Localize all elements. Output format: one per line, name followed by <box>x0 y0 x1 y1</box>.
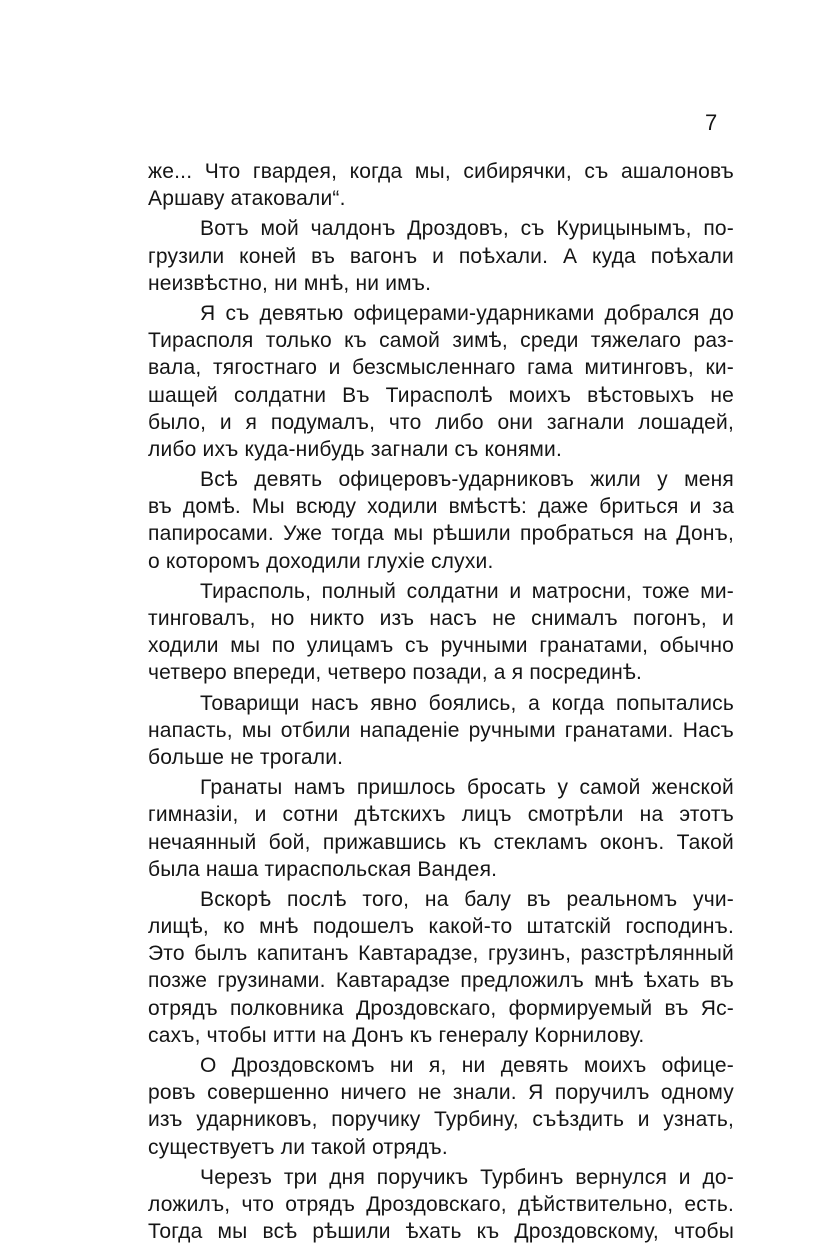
paragraph <box>148 215 734 297</box>
text-line: о которомъ доходили глухіе слухи. <box>148 549 494 573</box>
text-line: сахъ, чтобы итти на Донъ къ генералу Корнилову. <box>148 1023 645 1047</box>
text-line: гимназіи, и сотни дѣтскихъ лицъ смотрѣли на этотъ <box>148 803 734 827</box>
text-line: позже грузинами. Кавтарадзе предложилъ мнѣ ѣхать въ <box>148 969 734 993</box>
text-line: Черезъ три дня поручикъ Турбинъ вернулся и до- <box>200 1165 734 1189</box>
text-line: была наша тираспольская Вандея. <box>148 857 498 881</box>
text-line: либо ихъ куда-нибудь загнали съ конями. <box>148 437 562 461</box>
text-line: грузили коней въ вагонъ и поѣхали. А куда поѣхали <box>148 244 734 268</box>
text-line: Я съ девятью офицерами-ударниками добрался до <box>200 301 734 325</box>
text-line: изъ ударниковъ, поручику Турбину, съѣздить и узнать, <box>148 1108 734 1132</box>
text-line: больше не трогали. <box>148 745 344 769</box>
body-text <box>148 158 734 1245</box>
text-line: же... Что гвардея, когда мы, сибирячки, съ ашалоновъ <box>148 160 734 183</box>
text-line: ложилъ, что отрядъ Дроздовскаго, дѣйствительно, есть. <box>148 1192 734 1216</box>
text-line: Всѣ девять офицеровъ-ударниковъ жили у меня <box>200 468 734 492</box>
text-line: отрядъ полковника Дроздовскаго, формируемый въ Яс- <box>148 996 734 1020</box>
paragraph <box>148 578 734 687</box>
text-line: Тирасполь, полный солдатни и матросни, тоже ми- <box>200 579 734 603</box>
text-line: существуетъ ли такой отрядъ. <box>148 1135 448 1159</box>
text-line: Это былъ капитанъ Кавтарадзе, грузинъ, разстрѣлянный <box>148 942 734 966</box>
text-line: тинговалъ, но никто изъ насъ не снималъ погонъ, и <box>148 607 734 630</box>
paragraph <box>148 1164 734 1245</box>
paragraph <box>148 158 734 212</box>
text-line: шащей солдатни Въ Тирасполѣ моихъ вѣстовыхъ не <box>148 383 734 407</box>
text-line: лищѣ, ко мнѣ подошелъ какой-то штатскій господинъ. <box>148 915 734 939</box>
paragraph <box>148 1052 734 1161</box>
text-line: напасть, мы отбили нападеніе ручными гранатами. Насъ <box>148 718 734 742</box>
paragraph <box>148 886 734 1049</box>
text-line: четверо впереди, четверо позади, а я посрединѣ. <box>148 661 643 685</box>
paragraph <box>148 466 734 575</box>
text-line: Аршаву атаковали“. <box>148 187 346 211</box>
text-line: неизвѣстно, ни мнѣ, ни имъ. <box>148 271 432 295</box>
text-line: Тогда мы всѣ рѣшили ѣхать къ Дроздовскому, чтобы <box>148 1220 734 1244</box>
page-number: 7 <box>705 110 718 135</box>
paragraph <box>148 300 734 463</box>
paragraph <box>148 690 734 772</box>
text-line: ровъ совершенно ничего не знали. Я поручилъ одному <box>148 1081 734 1105</box>
text-line: въ домѣ. Мы всюду ходили вмѣстѣ: даже бриться и за <box>148 495 734 519</box>
text-line: было, и я подумалъ, что либо они загнали лошадей, <box>148 410 734 434</box>
text-line: Гранаты намъ пришлось бросать у самой женской <box>200 776 734 800</box>
text-line: нечаянный бой, прижавшись къ стекламъ оконъ. Такой <box>148 830 734 854</box>
text-line: Товарищи насъ явно боялись, а когда попытались <box>200 691 734 715</box>
text-line: ходили мы по улицамъ съ ручными гранатами, обычно <box>148 634 734 658</box>
text-line: вала, тягостнаго и безсмысленнаго гама митинговъ, ки- <box>148 356 734 380</box>
text-line: Вотъ мой чалдонъ Дроздовъ, съ Курицынымъ, по- <box>200 217 734 241</box>
text-line: Тирасполя только къ самой зимѣ, среди тяжелаго раз- <box>148 329 734 353</box>
text-line: Вскорѣ послѣ того, на балу въ реальномъ учи- <box>200 887 734 911</box>
text-line: О Дроздовскомъ ни я, ни девять моихъ офице- <box>200 1054 734 1077</box>
paragraph <box>148 774 734 883</box>
text-line: папиросами. Уже тогда мы рѣшили пробраться на Донъ, <box>148 522 734 546</box>
